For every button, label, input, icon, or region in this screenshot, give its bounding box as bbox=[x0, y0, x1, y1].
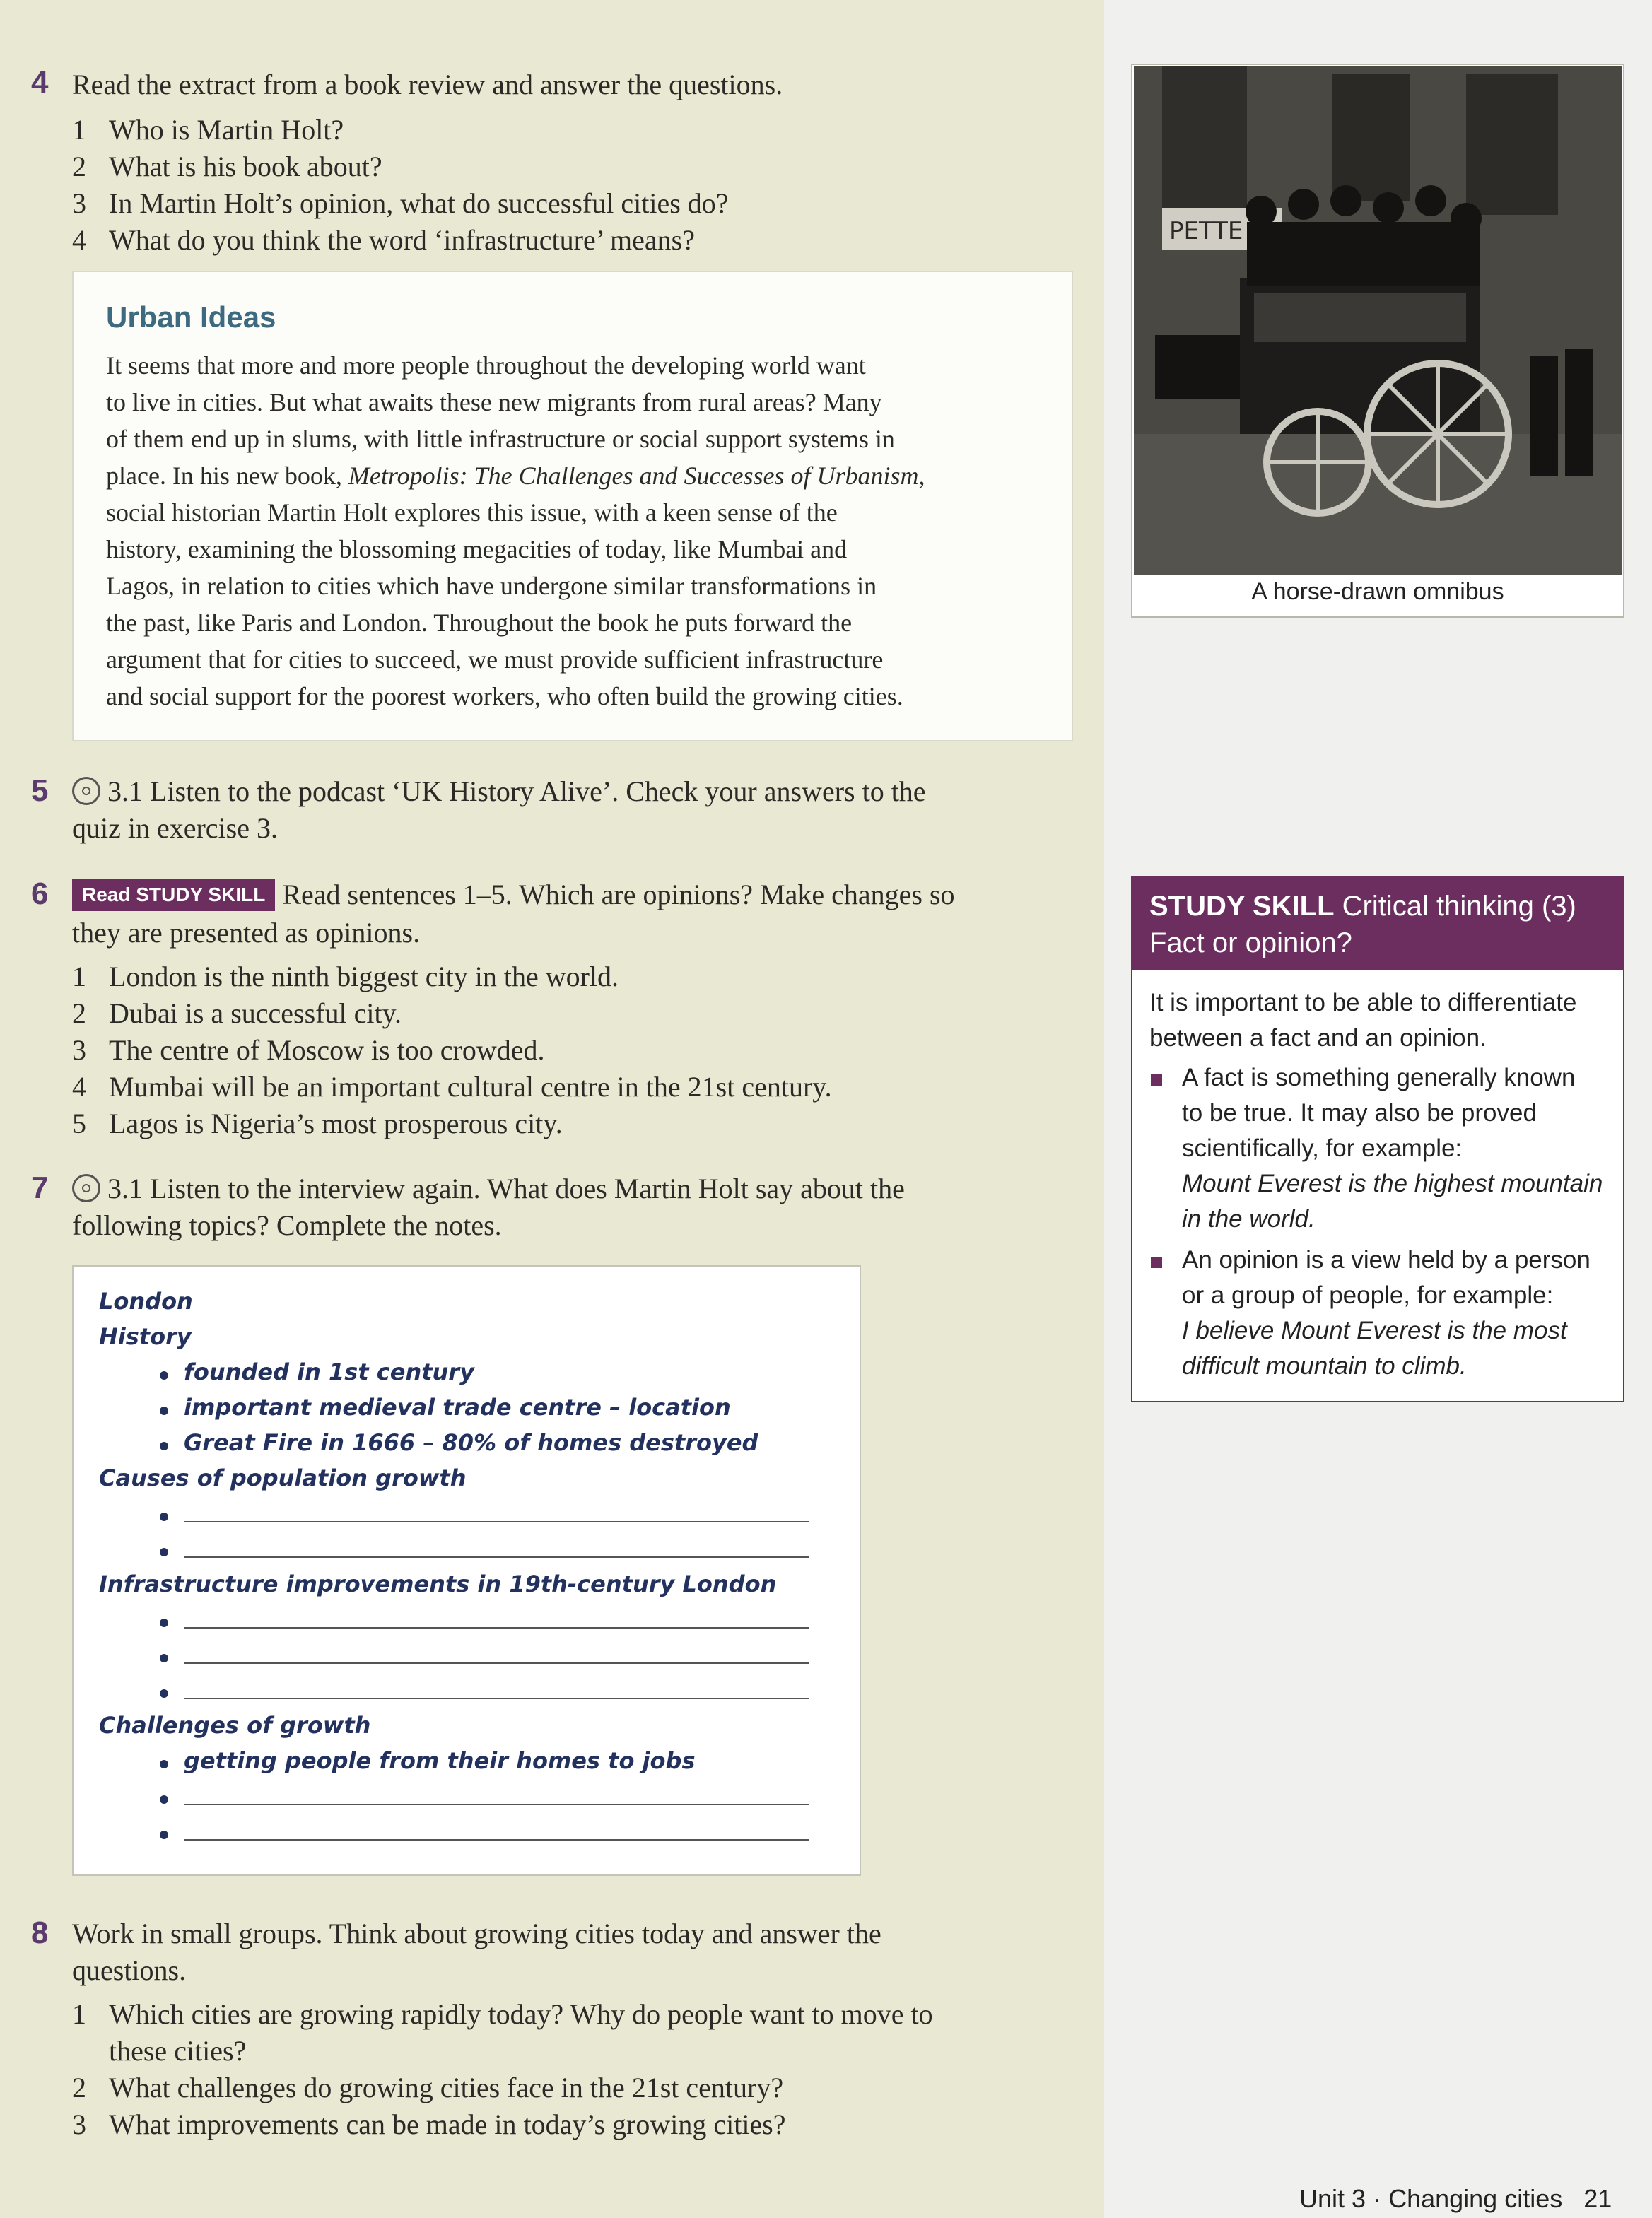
sentence-text: The centre of Moscow is too crowded. bbox=[109, 1034, 545, 1066]
notes-history-heading: History bbox=[99, 1323, 192, 1350]
study-skill-header bbox=[1132, 878, 1623, 970]
question-text: What challenges do growing cities face in the 21st century? bbox=[109, 2072, 784, 2103]
exercise-8-question bbox=[72, 1996, 933, 2033]
bullet-icon bbox=[160, 1407, 168, 1415]
audio-cd-icon bbox=[72, 777, 100, 805]
sentence-number: 3 bbox=[72, 1034, 86, 1066]
answer-line[interactable] bbox=[184, 1521, 809, 1522]
exercise-7-text: Listen to the interview again. What does Martin Holt say about the bbox=[150, 1173, 905, 1204]
sentence-number: 2 bbox=[72, 997, 86, 1029]
notes-city: London bbox=[99, 1288, 193, 1315]
sentence-item bbox=[72, 1032, 544, 1069]
bullet-icon bbox=[1151, 1257, 1162, 1268]
question-number: 2 bbox=[72, 2072, 86, 2103]
sentence-text: Mumbai will be an important cultural centre in the 21st century. bbox=[109, 1071, 832, 1103]
question-number: 1 bbox=[72, 114, 86, 146]
notes-history-item: important medieval trade centre – location bbox=[184, 1394, 731, 1421]
sentence-text: London is the ninth biggest city in the world. bbox=[109, 961, 619, 992]
exercise-8-question-cont: these cities? bbox=[109, 2035, 247, 2067]
footer-title: Changing cities bbox=[1388, 2184, 1563, 2213]
review-text: place. In his new book, bbox=[106, 462, 348, 490]
exercise-6-number: 6 bbox=[31, 876, 49, 911]
notes-challenges-heading: Challenges of growth bbox=[99, 1712, 371, 1739]
fact-text: A fact is something generally known bbox=[1182, 1064, 1576, 1091]
sentence-item bbox=[72, 1105, 563, 1142]
bullet-icon bbox=[160, 1548, 168, 1556]
question-text: In Martin Holt’s opinion, what do successful cities do? bbox=[109, 187, 729, 219]
review-line: the past, like Paris and London. Throughout the book he puts forward the bbox=[106, 609, 853, 637]
exercise-5-line-1 bbox=[72, 773, 926, 810]
question-text: What improvements can be made in today’s growing cities? bbox=[109, 2108, 786, 2140]
exercise-6-line-2: they are presented as opinions. bbox=[72, 917, 421, 949]
question-number: 2 bbox=[72, 151, 86, 182]
notes-challenges-item: getting people from their homes to jobs bbox=[184, 1747, 696, 1774]
question-item bbox=[72, 148, 382, 185]
photo-caption: A horse-drawn omnibus bbox=[1251, 578, 1504, 605]
review-line: history, examining the blossoming megacities of today, like Mumbai and bbox=[106, 535, 848, 563]
omnibus-illustration bbox=[1134, 66, 1622, 575]
omnibus-photo-frame bbox=[1131, 64, 1624, 618]
notes-causes-heading: Causes of population growth bbox=[99, 1465, 467, 1491]
exercise-4-number: 4 bbox=[31, 65, 49, 100]
sentence-item bbox=[72, 995, 402, 1032]
review-line bbox=[106, 457, 925, 494]
question-text: Who is Martin Holt? bbox=[109, 114, 344, 146]
question-number: 3 bbox=[72, 187, 86, 219]
sentence-item bbox=[72, 958, 619, 995]
fact-text: scientifically, for example: bbox=[1182, 1134, 1463, 1162]
bullet-icon bbox=[160, 1795, 168, 1804]
bullet-icon bbox=[160, 1689, 168, 1698]
question-number: 4 bbox=[72, 224, 86, 256]
book-title: Metropolis: The Challenges and Successes of Urbanism bbox=[348, 462, 919, 490]
exercise-5-number: 5 bbox=[31, 773, 49, 808]
study-skill-label: STUDY SKILL bbox=[1149, 891, 1335, 922]
question-item bbox=[72, 112, 344, 148]
question-number: 1 bbox=[72, 1998, 86, 2030]
question-item bbox=[72, 222, 695, 259]
bullet-icon bbox=[160, 1831, 168, 1839]
sentence-text: Dubai is a successful city. bbox=[109, 997, 402, 1029]
study-skill-intro: It is important to be able to differentiate bbox=[1149, 989, 1577, 1016]
notes-history-item: founded in 1st century bbox=[184, 1359, 474, 1385]
read-study-skill-badge: Read STUDY SKILL bbox=[72, 879, 275, 911]
notes-history-item: Great Fire in 1666 – 80% of homes destroyed bbox=[184, 1429, 758, 1456]
opinion-example: I believe Mount Everest is the most bbox=[1182, 1317, 1567, 1344]
exercise-5-text: Listen to the podcast ‘UK History Alive’. Check your answers to the bbox=[150, 775, 926, 807]
exercise-8-question bbox=[72, 2106, 786, 2143]
sentence-item bbox=[72, 1069, 832, 1105]
study-skill-intro: between a fact and an opinion. bbox=[1149, 1024, 1487, 1052]
exercise-7-line-2: following topics? Complete the notes. bbox=[72, 1209, 502, 1241]
page-footer bbox=[1299, 2184, 1612, 2214]
question-text: Which cities are growing rapidly today? Why do people want to move to bbox=[109, 1998, 933, 2030]
track-number: 3.1 bbox=[107, 1173, 143, 1204]
answer-line[interactable] bbox=[184, 1698, 809, 1699]
fact-example: in the world. bbox=[1182, 1205, 1316, 1233]
fact-example: Mount Everest is the highest mountain bbox=[1182, 1170, 1603, 1197]
answer-line[interactable] bbox=[184, 1804, 809, 1805]
answer-line[interactable] bbox=[184, 1662, 809, 1664]
bullet-icon bbox=[160, 1654, 168, 1662]
question-text: What do you think the word ‘infrastructure’ means? bbox=[109, 224, 695, 256]
answer-line[interactable] bbox=[184, 1839, 809, 1841]
fact-text: to be true. It may also be proved bbox=[1182, 1099, 1537, 1127]
review-line: It seems that more and more people throughout the developing world want bbox=[106, 351, 866, 380]
omnibus-photo bbox=[1134, 66, 1622, 575]
review-line: Lagos, in relation to cities which have undergone similar transformations in bbox=[106, 572, 877, 600]
sentence-number: 5 bbox=[72, 1108, 86, 1139]
exercise-8-line-2: questions. bbox=[72, 1954, 187, 1986]
track-number: 3.1 bbox=[107, 775, 143, 807]
exercise-5-line-2: quiz in exercise 3. bbox=[72, 812, 278, 844]
exercise-7-line-1 bbox=[72, 1170, 905, 1207]
review-text: , bbox=[918, 462, 925, 490]
question-number: 3 bbox=[72, 2108, 86, 2140]
opinion-example: difficult mountain to climb. bbox=[1182, 1352, 1467, 1380]
bullet-icon bbox=[1151, 1074, 1162, 1086]
review-line: social historian Martin Holt explores this issue, with a keen sense of the bbox=[106, 498, 838, 527]
notes-box bbox=[72, 1265, 861, 1876]
exercise-6-text: Read sentences 1–5. Which are opinions? Make changes so bbox=[282, 879, 955, 910]
opinion-text: An opinion is a view held by a person bbox=[1182, 1246, 1591, 1274]
study-skill-topic: Critical thinking (3) bbox=[1342, 891, 1576, 922]
footer-unit: Unit 3 bbox=[1299, 2184, 1366, 2213]
review-line: argument that for cities to succeed, we must provide sufficient infrastructure bbox=[106, 645, 884, 674]
audio-cd-icon bbox=[72, 1174, 100, 1202]
notes-infrastructure-heading: Infrastructure improvements in 19th-century London bbox=[99, 1571, 777, 1597]
review-line: of them end up in slums, with little infrastructure or social support systems in bbox=[106, 425, 895, 453]
review-line: to live in cities. But what awaits these new migrants from rural areas? Many bbox=[106, 388, 882, 416]
exercise-6-line-1 bbox=[72, 876, 955, 913]
opinion-text: or a group of people, for example: bbox=[1182, 1281, 1554, 1309]
question-text: What is his book about? bbox=[109, 151, 382, 182]
study-skill-subtitle: Fact or opinion? bbox=[1149, 927, 1352, 958]
study-skill-title bbox=[1149, 891, 1576, 922]
exercise-7-number: 7 bbox=[31, 1170, 49, 1205]
book-review-extract bbox=[72, 271, 1073, 741]
footer-separator: · bbox=[1373, 2184, 1382, 2213]
bullet-icon bbox=[160, 1619, 168, 1627]
review-line: and social support for the poorest workers, who often build the growing cities. bbox=[106, 682, 903, 710]
question-item bbox=[72, 185, 729, 222]
bullet-icon bbox=[160, 1371, 168, 1380]
answer-line[interactable] bbox=[184, 1627, 809, 1629]
sentence-text: Lagos is Nigeria’s most prosperous city. bbox=[109, 1108, 563, 1139]
review-title: Urban Ideas bbox=[106, 300, 276, 334]
exercise-8-line-1: Work in small groups. Think about growing cities today and answer the bbox=[72, 1918, 881, 1949]
bullet-icon bbox=[160, 1513, 168, 1521]
sentence-number: 1 bbox=[72, 961, 86, 992]
answer-line[interactable] bbox=[184, 1556, 809, 1558]
bullet-icon bbox=[160, 1760, 168, 1768]
bullet-icon bbox=[160, 1442, 168, 1450]
photo-sign-text: PETTE bbox=[1169, 217, 1243, 245]
exercise-8-number: 8 bbox=[31, 1915, 49, 1950]
sentence-number: 4 bbox=[72, 1071, 86, 1103]
exercise-4-prompt: Read the extract from a book review and answer the questions. bbox=[72, 69, 783, 100]
exercise-8-question bbox=[72, 2070, 783, 2106]
page-number: 21 bbox=[1583, 2184, 1612, 2213]
study-skill-box bbox=[1131, 876, 1624, 1402]
